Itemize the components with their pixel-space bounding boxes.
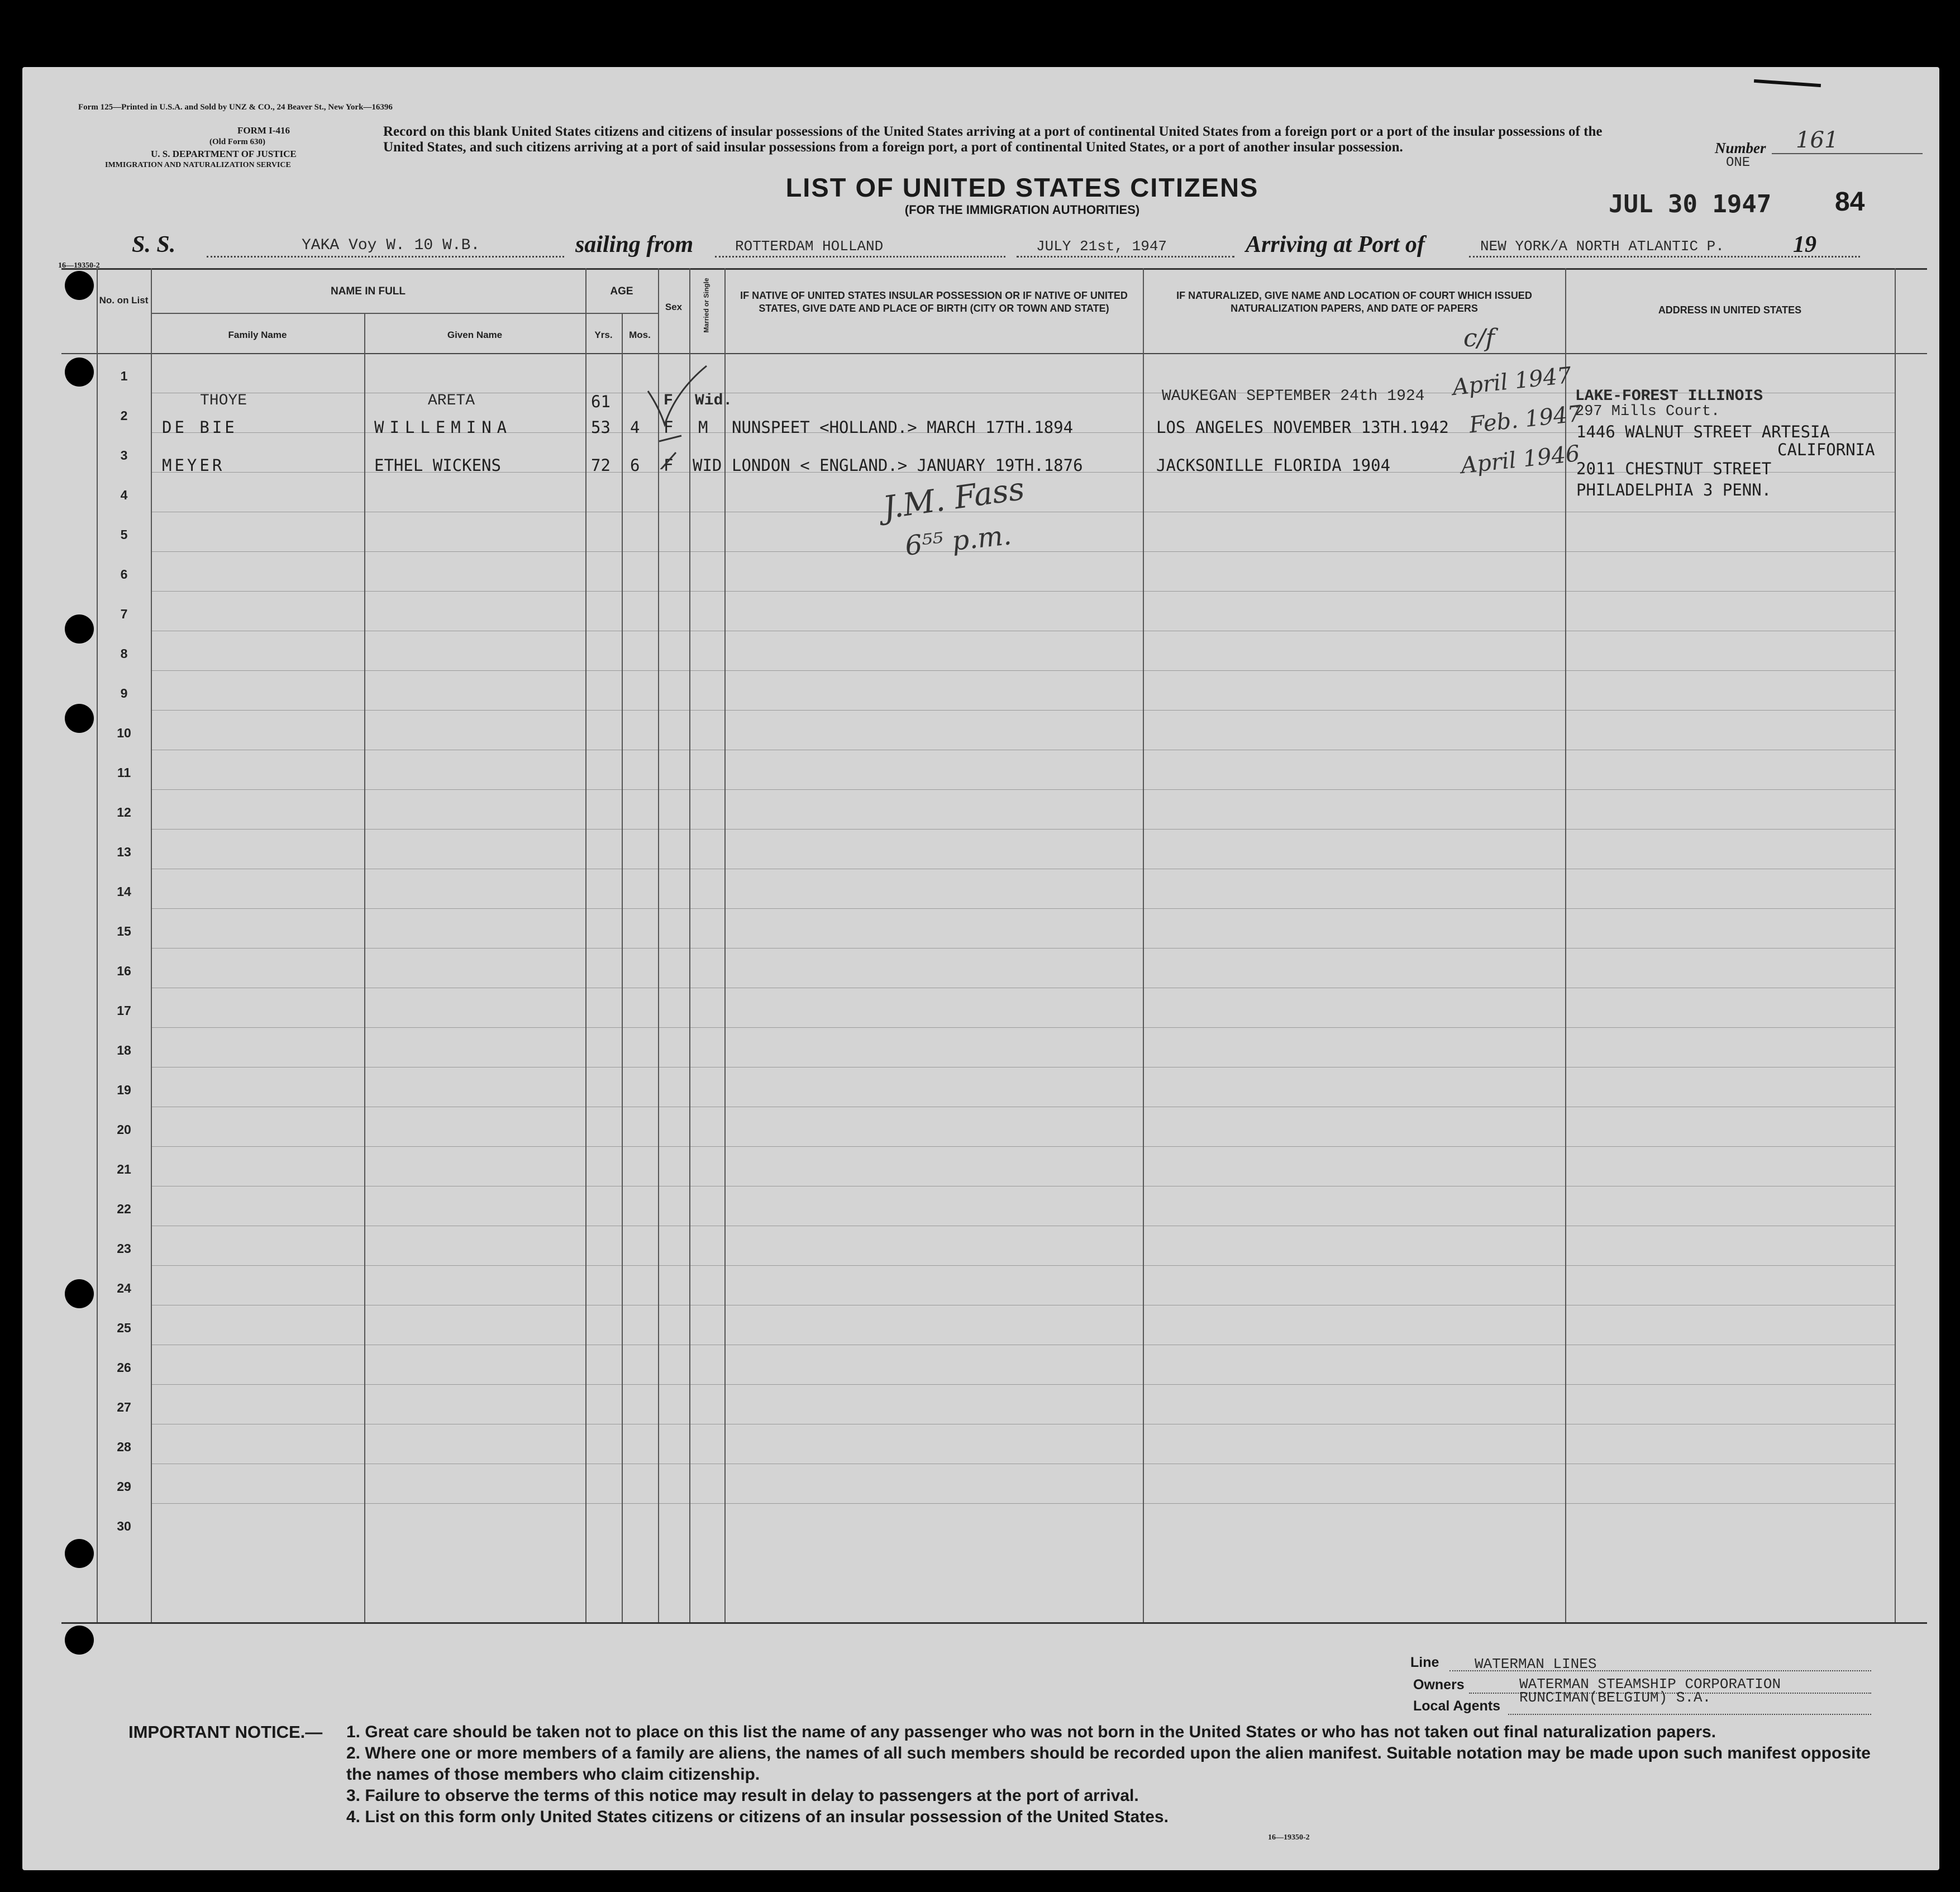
punch-hole <box>65 704 94 733</box>
number-underline <box>1772 153 1923 154</box>
form-title-block <box>715 172 1329 217</box>
notice-3: 3. Failure to observe the terms of this notice may result in delay to passengers at the port of arrival. <box>346 1786 1139 1805</box>
row3-naturalized: JACKSONILLE FLORIDA 1904 <box>1156 456 1391 475</box>
row-number: 26 <box>117 1360 131 1375</box>
row2-naturalized: LOS ANGELES NOVEMBER 13TH.1942 <box>1156 418 1449 437</box>
row-number: 17 <box>117 1003 131 1018</box>
line-label: Line <box>1410 1655 1439 1670</box>
col-divider <box>1565 268 1566 1622</box>
row1-given-name: ARETA <box>428 392 475 409</box>
row-number: 14 <box>117 884 131 899</box>
header-no: No. on List <box>99 295 149 306</box>
row-number: 20 <box>117 1122 131 1137</box>
local-agents-value: RUNCIMAN(BELGIUM) S.A. <box>1519 1689 1711 1706</box>
row1-naturalized-date-note: April 1947 <box>1451 362 1573 401</box>
row3-family-name: MEYER <box>162 456 225 475</box>
notice-4: 4. List on this form only United States citizens or citizens of an insular possession of the United States. <box>346 1808 1169 1826</box>
sailing-from-value: ROTTERDAM HOLLAND <box>735 238 884 255</box>
col-divider <box>151 268 152 1622</box>
year-suffix: 19 <box>1793 232 1816 258</box>
row-number: 23 <box>117 1241 131 1256</box>
table-top-border <box>61 268 1927 270</box>
row-number: 3 <box>120 448 128 463</box>
row3-age-months: 6 <box>630 456 640 475</box>
row-number: 6 <box>120 567 128 582</box>
row-number: 27 <box>117 1400 131 1414</box>
col-divider <box>689 268 690 1622</box>
agents-dotted <box>1508 1714 1871 1715</box>
row1-sex: F <box>664 392 673 409</box>
row-line <box>151 551 1895 552</box>
form-number: FORM I-416 <box>237 125 290 136</box>
row1-address-line2: 297 Mills Court. <box>1575 403 1720 420</box>
row-line <box>151 908 1895 909</box>
row2-address-line1: 1446 WALNUT STREET ARTESIA <box>1576 422 1830 441</box>
printer-line: Form 125—Printed in U.S.A. and Sold by UNZ & CO., 24 Beaver St., New York—16396 <box>78 103 393 112</box>
col-divider <box>1143 268 1144 1622</box>
table-bottom-border <box>61 1622 1927 1624</box>
number-value: 161 <box>1796 127 1839 153</box>
header-given-name: Given Name <box>447 330 503 340</box>
row-line <box>151 1027 1895 1028</box>
col-divider <box>1895 268 1896 1622</box>
row-number: 22 <box>117 1202 131 1216</box>
handwritten-checkmark-note: c/f <box>1463 324 1495 352</box>
sailing-from-label: sailing from <box>575 232 694 258</box>
row1-address-line1: LAKE-FOREST ILLINOIS <box>1575 388 1763 405</box>
row-line <box>151 670 1895 671</box>
row2-age-months: 4 <box>630 418 640 437</box>
important-notice-heading: IMPORTANT NOTICE.— <box>128 1722 323 1742</box>
ss-label: S. S. <box>132 232 176 258</box>
col-divider <box>585 268 586 1622</box>
row3-sex: F <box>664 456 674 475</box>
row1-family-name: THOYE <box>200 392 247 409</box>
row1-age-years: 61 <box>591 392 611 411</box>
header-birth: IF NATIVE OF UNITED STATES INSULAR POSSESSION OR IF NATIVE OF UNITED STATES, GIVE DATE AND PLACE OF BIRTH (CITY OR TOWN AND STATE) <box>740 290 1128 314</box>
col-divider <box>364 313 365 1622</box>
row-number: 12 <box>117 805 131 819</box>
date-stamp: JUL 30 1947 <box>1609 190 1772 218</box>
row2-family-name: DE BIE <box>162 418 237 437</box>
row-number: 13 <box>117 845 131 859</box>
line-value: WATERMAN LINES <box>1475 1656 1597 1672</box>
row-number: 18 <box>117 1043 131 1057</box>
header-sex: Sex <box>665 302 683 312</box>
row-number: 15 <box>117 924 131 938</box>
punch-hole <box>65 1539 94 1568</box>
row2-naturalized-date-note: Feb. 1947 <box>1468 401 1583 439</box>
row-line <box>151 1384 1895 1385</box>
side-form-code: 16—19350-2 <box>58 261 100 270</box>
arriving-label: Arriving at Port of <box>1246 232 1425 258</box>
page-number: 84 <box>1835 187 1865 217</box>
service-name: IMMIGRATION AND NATURALIZATION SERVICE <box>105 161 291 169</box>
row-number: 11 <box>117 765 131 780</box>
row3-address-line2: PHILADELPHIA 3 PENN. <box>1576 480 1772 499</box>
header-married-single: Married or Single <box>702 278 710 333</box>
old-form-number: (Old Form 630) <box>209 137 265 146</box>
row-number: 5 <box>120 527 128 542</box>
row2-marital: M <box>698 418 708 437</box>
row-line <box>151 1265 1895 1266</box>
row-line <box>151 1146 1895 1147</box>
arrival-port: NEW YORK/A NORTH ATLANTIC P. <box>1480 238 1724 255</box>
punch-hole <box>65 1279 94 1308</box>
header-address: ADDRESS IN UNITED STATES <box>1658 304 1802 316</box>
local-agents-label: Local Agents <box>1413 1698 1501 1714</box>
from-dotted-line <box>715 256 1005 258</box>
notice-2: 2. Where one or more members of a family are aliens, the names of all such members should be recorded upon the alien manifest. Suitable notation may be made upon such manifest opposite the names of those members who claim citizenship. <box>346 1744 1871 1784</box>
col-divider <box>724 268 726 1622</box>
row-number: 25 <box>117 1321 131 1335</box>
row3-age-years: 72 <box>591 456 611 475</box>
row2-address-line2: CALIFORNIA <box>1777 440 1875 459</box>
row-line <box>151 829 1895 830</box>
row-number: 30 <box>117 1519 131 1533</box>
row-number: 9 <box>120 686 128 700</box>
row-number: 4 <box>120 488 128 502</box>
row3-given-name: ETHEL WICKENS <box>374 456 501 475</box>
row-line <box>151 789 1895 790</box>
row-number: 8 <box>120 646 128 661</box>
row-number: 1 <box>120 369 128 383</box>
row-number: 7 <box>120 607 128 621</box>
row2-given-name: WILLEMINA <box>374 418 513 437</box>
row2-sex: F <box>664 418 674 437</box>
punch-hole <box>65 271 94 300</box>
punch-hole <box>65 358 94 387</box>
header-months: Mos. <box>629 330 651 340</box>
row-number: 24 <box>117 1281 131 1295</box>
row3-address-line1: 2011 CHESTNUT STREET <box>1576 459 1772 478</box>
page-subtitle: (FOR THE IMMIGRATION AUTHORITIES) <box>904 203 1140 217</box>
row-line <box>151 710 1895 711</box>
form-instructions: Record on this blank United States citizens and citizens of insular possessions of the United States arriving at a port of continental United States from a foreign port or a port of the insular possessions of the United States, and such citizens arriving at a port of said insular possessions from a foreign port, a port of continental United States, or a port of another insular possession. <box>383 124 1603 155</box>
checkmark-strokes <box>637 358 726 469</box>
row-line <box>151 591 1895 592</box>
date-dotted-line <box>1017 256 1234 258</box>
row-number: 19 <box>117 1083 131 1097</box>
row3-marital: WID <box>693 456 722 475</box>
row-number: 10 <box>117 726 131 740</box>
sailing-date: JULY 21st, 1947 <box>1036 238 1167 255</box>
number-label: Number <box>1715 140 1766 156</box>
row-number: 16 <box>117 964 131 978</box>
punch-hole <box>65 614 94 644</box>
row1-marital: Wid. <box>695 392 733 409</box>
header-naturalized: IF NATURALIZED, GIVE NAME AND LOCATION OF COURT WHICH ISSUED NATURALIZATION PAPERS, AND DATE OF PAPERS <box>1176 290 1532 314</box>
header-family-name: Family Name <box>228 330 287 340</box>
manifest-sheet <box>22 67 1939 1870</box>
header-name-in-full: NAME IN FULL <box>330 285 406 297</box>
row3-birth: LONDON < ENGLAND.> JANUARY 19TH.1876 <box>732 456 1083 475</box>
handwritten-time-note: 6⁵⁵ p.m. <box>903 520 1013 562</box>
bottom-form-code: 16—19350-2 <box>1268 1833 1310 1842</box>
row3-naturalized-date-note: April 1946 <box>1460 440 1581 479</box>
ship-dotted-line <box>207 256 564 258</box>
row2-age-years: 53 <box>591 418 611 437</box>
punch-hole <box>65 1626 94 1655</box>
col-divider <box>658 268 659 1622</box>
row-number: 2 <box>120 408 128 423</box>
row-line <box>151 1503 1895 1504</box>
header-years: Yrs. <box>594 330 613 340</box>
owners-label: Owners <box>1413 1677 1465 1693</box>
ship-name: YAKA Voy W. 10 W.B. <box>302 237 480 254</box>
department-name: U. S. DEPARTMENT OF JUSTICE <box>151 149 297 159</box>
page-title: LIST OF UNITED STATES CITIZENS <box>785 173 1259 202</box>
header-bottom-border <box>61 353 1927 354</box>
pen-mark <box>1754 79 1821 87</box>
col-divider <box>622 313 623 1622</box>
handwritten-signature: J.M. Fass <box>880 470 1027 527</box>
row-number: 28 <box>117 1440 131 1454</box>
row-number: 29 <box>117 1479 131 1494</box>
col-divider <box>97 268 98 1622</box>
owners-value: WATERMAN STEAMSHIP CORPORATION <box>1519 1676 1781 1693</box>
header-subdivider <box>151 313 658 314</box>
row-line <box>151 948 1895 949</box>
header-age: AGE <box>610 285 633 297</box>
row2-birth: NUNSPEET <HOLLAND.> MARCH 17TH.1894 <box>732 418 1074 437</box>
row1-naturalized: WAUKEGAN SEPTEMBER 24th 1924 <box>1162 388 1425 405</box>
number-typed: ONE <box>1726 155 1751 170</box>
notice-1: 1. Great care should be taken not to place on this list the name of any passenger who was not born in the United States or who has not taken out final naturalization papers. <box>346 1723 1716 1741</box>
row-number: 21 <box>117 1162 131 1176</box>
